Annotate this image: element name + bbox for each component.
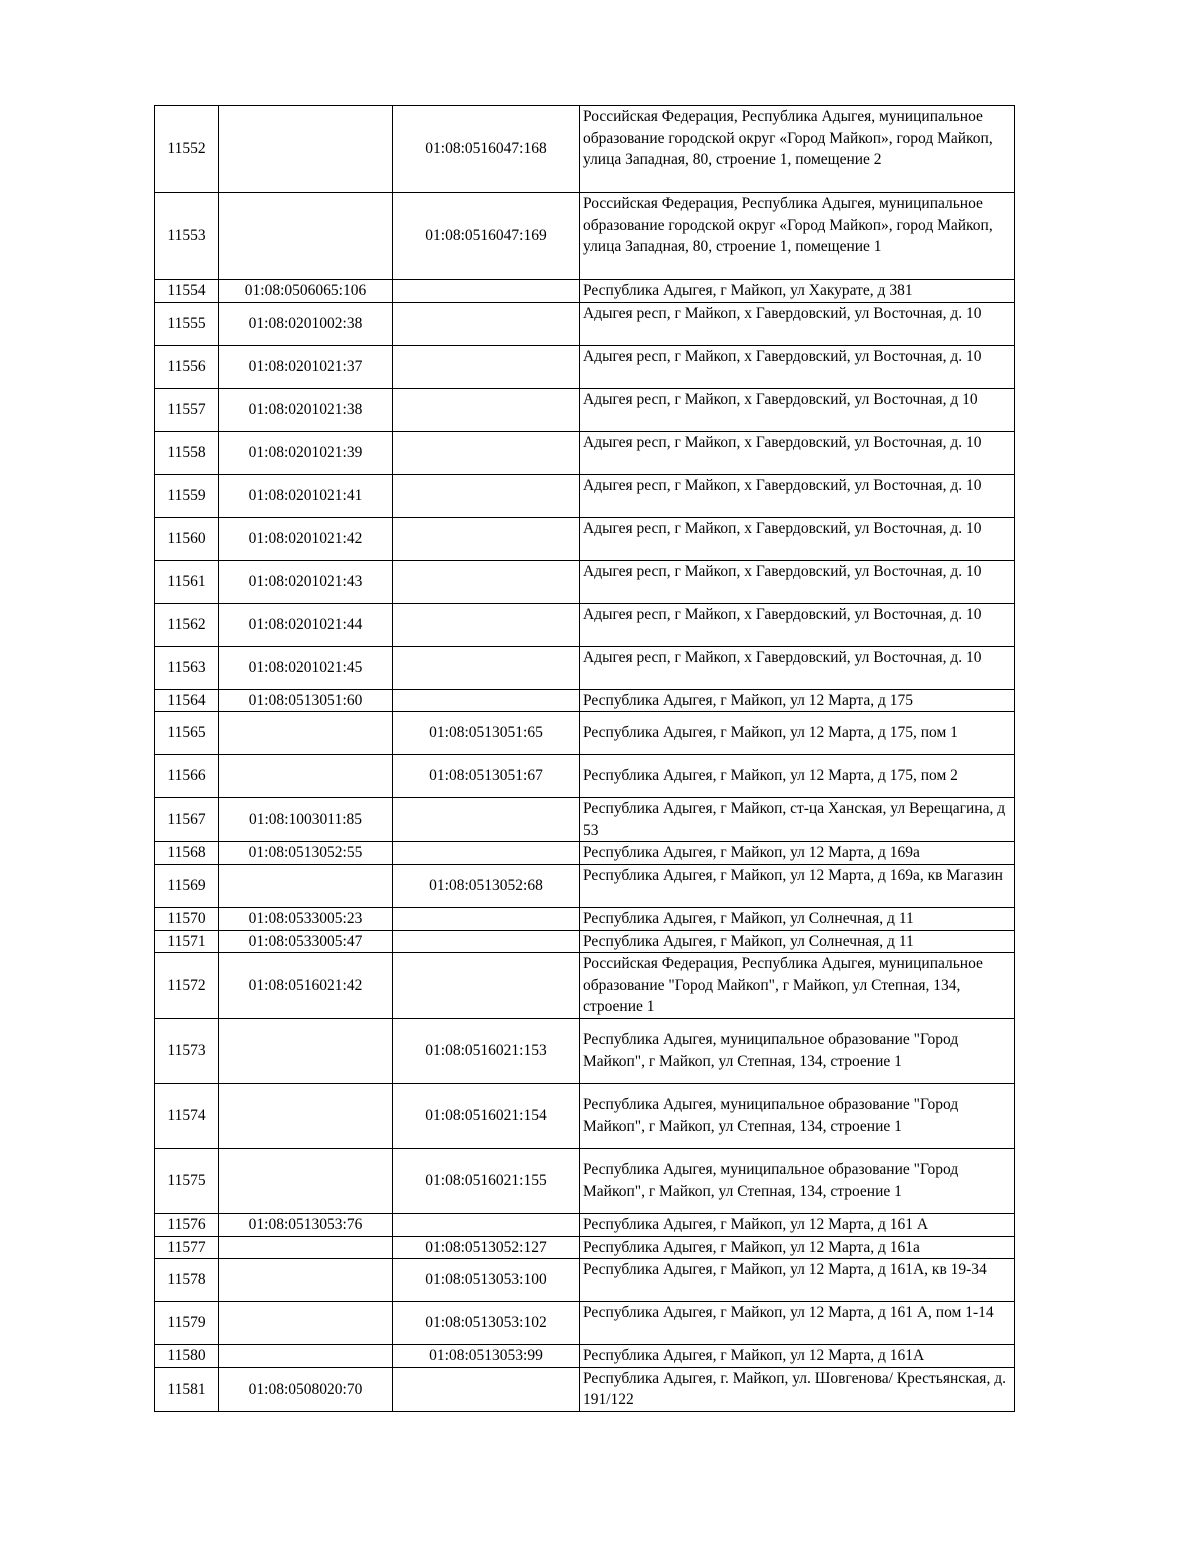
address-cell: Республика Адыгея, г. Майкоп, ул. Шовгенова/ Крестьянская, д. 191/122 [580,1367,1015,1411]
cadastral-object-cell [393,953,580,1019]
table-row [155,755,1015,798]
cadastral-parcel-cell [219,193,393,280]
cadastral-parcel-cell: 01:08:0201021:38 [219,388,393,431]
table-row [155,1083,1015,1148]
row-number-cell: 11555 [155,302,219,345]
cadastral-object-cell: 01:08:0513053:102 [393,1302,580,1345]
cadastral-parcel-cell [219,1236,393,1259]
address-cell: Республика Адыгея, г Майкоп, ул 12 Марта, д 175, пом 1 [580,712,1015,755]
address-cell: Республика Адыгея, г Майкоп, ул Солнечная, д 11 [580,930,1015,953]
row-number-cell: 11578 [155,1259,219,1302]
row-number-cell: 11557 [155,388,219,431]
table-row [155,1345,1015,1368]
cadastral-parcel-cell: 01:08:0513053:76 [219,1213,393,1236]
cadastral-parcel-cell: 01:08:0513052:55 [219,842,393,865]
address-cell: Российская Федерация, Республика Адыгея, муниципальное образование городской округ «Город Майкоп», город Майкоп, улица Западная, 80, строение 1, помещение 2 [580,106,1015,193]
cadastral-parcel-cell [219,1302,393,1345]
table-row [155,1018,1015,1083]
cadastral-parcel-cell: 01:08:0533005:23 [219,907,393,930]
table-row [155,907,1015,930]
cadastral-parcel-cell [219,1259,393,1302]
address-cell: Республика Адыгея, г Майкоп, ул 12 Марта, д 161А, кв 19-34 [580,1259,1015,1302]
address-cell: Адыгея респ, г Майкоп, х Гавердовский, ул Восточная, д. 10 [580,603,1015,646]
address-cell: Адыгея респ, г Майкоп, х Гавердовский, ул Восточная, д. 10 [580,302,1015,345]
address-cell: Республика Адыгея, г Майкоп, ул 12 Марта, д 161а [580,1236,1015,1259]
cadastral-parcel-cell: 01:08:0201021:43 [219,560,393,603]
cadastral-object-cell [393,517,580,560]
cadastral-object-cell: 01:08:0513053:99 [393,1345,580,1368]
table-row [155,603,1015,646]
table-row [155,280,1015,303]
address-cell: Республика Адыгея, г Майкоп, ул Солнечная, д 11 [580,907,1015,930]
table-row [155,1148,1015,1213]
row-number-cell: 11575 [155,1148,219,1213]
cadastral-parcel-cell: 01:08:1003011:85 [219,798,393,842]
cadastral-object-cell [393,798,580,842]
table-row [155,1213,1015,1236]
cadastral-parcel-cell: 01:08:0201021:39 [219,431,393,474]
table-row [155,1259,1015,1302]
address-cell: Республика Адыгея, г Майкоп, ул 12 Марта, д 161А [580,1345,1015,1368]
row-number-cell: 11567 [155,798,219,842]
address-cell: Адыгея респ, г Майкоп, х Гавердовский, ул Восточная, д. 10 [580,345,1015,388]
row-number-cell: 11552 [155,106,219,193]
address-cell: Республика Адыгея, г Майкоп, ст-ца Ханская, ул Верещагина, д 53 [580,798,1015,842]
cadastral-object-cell [393,474,580,517]
cadastral-parcel-cell: 01:08:0508020:70 [219,1367,393,1411]
cadastral-parcel-cell: 01:08:0201021:41 [219,474,393,517]
cadastral-object-cell [393,1367,580,1411]
cadastral-object-cell: 01:08:0516021:153 [393,1018,580,1083]
address-cell: Республика Адыгея, г Майкоп, ул 12 Марта, д 161 А [580,1213,1015,1236]
cadastral-object-cell [393,388,580,431]
address-cell: Российская Федерация, Республика Адыгея, муниципальное образование "Город Майкоп", г Майкоп, ул Степная, 134, строение 1 [580,953,1015,1019]
row-number-cell: 11572 [155,953,219,1019]
table-row [155,517,1015,560]
cadastral-object-cell [393,280,580,303]
address-cell: Адыгея респ, г Майкоп, х Гавердовский, ул Восточная, д 10 [580,388,1015,431]
cadastral-object-cell [393,345,580,388]
cadastral-object-cell: 01:08:0513052:127 [393,1236,580,1259]
table-row [155,345,1015,388]
cadastral-object-cell [393,1213,580,1236]
address-cell: Адыгея респ, г Майкоп, х Гавердовский, ул Восточная, д. 10 [580,646,1015,689]
row-number-cell: 11580 [155,1345,219,1368]
row-number-cell: 11577 [155,1236,219,1259]
row-number-cell: 11576 [155,1213,219,1236]
row-number-cell: 11560 [155,517,219,560]
cadastral-object-cell [393,646,580,689]
cadastral-object-cell [393,907,580,930]
address-cell: Республика Адыгея, муниципальное образование "Город Майкоп", г Майкоп, ул Степная, 134, строение 1 [580,1083,1015,1148]
cadastral-object-cell: 01:08:0516047:168 [393,106,580,193]
cadastral-parcel-cell: 01:08:0201021:44 [219,603,393,646]
table-body [155,106,1015,1412]
table-row [155,474,1015,517]
row-number-cell: 11574 [155,1083,219,1148]
table-row [155,431,1015,474]
cadastral-object-cell [393,930,580,953]
cadastral-parcel-cell: 01:08:0533005:47 [219,930,393,953]
row-number-cell: 11570 [155,907,219,930]
cadastral-parcel-cell: 01:08:0201021:37 [219,345,393,388]
row-number-cell: 11564 [155,689,219,712]
address-cell: Республика Адыгея, г Майкоп, ул 12 Марта, д 175 [580,689,1015,712]
address-cell: Республика Адыгея, г Майкоп, ул 12 Марта, д 175, пом 2 [580,755,1015,798]
row-number-cell: 11556 [155,345,219,388]
row-number-cell: 11553 [155,193,219,280]
cadastral-parcel-cell [219,864,393,907]
row-number-cell: 11569 [155,864,219,907]
cadastral-object-cell: 01:08:0516047:169 [393,193,580,280]
address-cell: Республика Адыгея, муниципальное образование "Город Майкоп", г Майкоп, ул Степная, 134, строение 1 [580,1018,1015,1083]
address-cell: Республика Адыгея, г Майкоп, ул 12 Марта, д 169а, кв Магазин [580,864,1015,907]
row-number-cell: 11566 [155,755,219,798]
cadastral-object-cell [393,302,580,345]
table-row [155,646,1015,689]
row-number-cell: 11559 [155,474,219,517]
row-number-cell: 11573 [155,1018,219,1083]
cadastral-object-cell: 01:08:0513053:100 [393,1259,580,1302]
cadastral-object-cell: 01:08:0516021:154 [393,1083,580,1148]
table-row [155,193,1015,280]
cadastral-object-cell [393,842,580,865]
cadastral-parcel-cell: 01:08:0516021:42 [219,953,393,1019]
row-number-cell: 11558 [155,431,219,474]
cadastral-parcel-cell [219,1018,393,1083]
table-row [155,930,1015,953]
address-cell: Республика Адыгея, г Майкоп, ул 12 Марта, д 169а [580,842,1015,865]
address-cell: Адыгея респ, г Майкоп, х Гавердовский, ул Восточная, д. 10 [580,517,1015,560]
table-row [155,388,1015,431]
property-registry-table [154,105,1015,1412]
table-row [155,842,1015,865]
cadastral-object-cell [393,689,580,712]
cadastral-object-cell: 01:08:0516021:155 [393,1148,580,1213]
row-number-cell: 11563 [155,646,219,689]
cadastral-parcel-cell: 01:08:0201021:42 [219,517,393,560]
row-number-cell: 11554 [155,280,219,303]
address-cell: Адыгея респ, г Майкоп, х Гавердовский, ул Восточная, д. 10 [580,474,1015,517]
table-row [155,798,1015,842]
address-cell: Республика Адыгея, г Майкоп, ул 12 Марта, д 161 А, пом 1-14 [580,1302,1015,1345]
cadastral-object-cell: 01:08:0513051:67 [393,755,580,798]
table-row [155,106,1015,193]
table-row [155,1302,1015,1345]
table-row [155,953,1015,1019]
row-number-cell: 11571 [155,930,219,953]
cadastral-parcel-cell: 01:08:0201002:38 [219,302,393,345]
cadastral-parcel-cell [219,712,393,755]
cadastral-object-cell: 01:08:0513051:65 [393,712,580,755]
cadastral-parcel-cell: 01:08:0201021:45 [219,646,393,689]
table-row [155,689,1015,712]
cadastral-parcel-cell: 01:08:0513051:60 [219,689,393,712]
cadastral-object-cell [393,560,580,603]
cadastral-parcel-cell: 01:08:0506065:106 [219,280,393,303]
row-number-cell: 11568 [155,842,219,865]
table-row [155,302,1015,345]
table-row [155,560,1015,603]
table-row [155,1367,1015,1411]
cadastral-object-cell [393,603,580,646]
table-row [155,864,1015,907]
cadastral-parcel-cell [219,1148,393,1213]
cadastral-parcel-cell [219,106,393,193]
cadastral-object-cell [393,431,580,474]
address-cell: Республика Адыгея, г Майкоп, ул Хакурате, д 381 [580,280,1015,303]
cadastral-parcel-cell [219,1345,393,1368]
cadastral-object-cell: 01:08:0513052:68 [393,864,580,907]
table-row [155,1236,1015,1259]
row-number-cell: 11581 [155,1367,219,1411]
cadastral-parcel-cell [219,755,393,798]
row-number-cell: 11561 [155,560,219,603]
address-cell: Адыгея респ, г Майкоп, х Гавердовский, ул Восточная, д. 10 [580,560,1015,603]
address-cell: Российская Федерация, Республика Адыгея, муниципальное образование городской округ «Город Майкоп», город Майкоп, улица Западная, 80, строение 1, помещение 1 [580,193,1015,280]
table-row [155,712,1015,755]
row-number-cell: 11565 [155,712,219,755]
row-number-cell: 11562 [155,603,219,646]
row-number-cell: 11579 [155,1302,219,1345]
cadastral-parcel-cell [219,1083,393,1148]
address-cell: Адыгея респ, г Майкоп, х Гавердовский, ул Восточная, д. 10 [580,431,1015,474]
address-cell: Республика Адыгея, муниципальное образование "Город Майкоп", г Майкоп, ул Степная, 134, строение 1 [580,1148,1015,1213]
